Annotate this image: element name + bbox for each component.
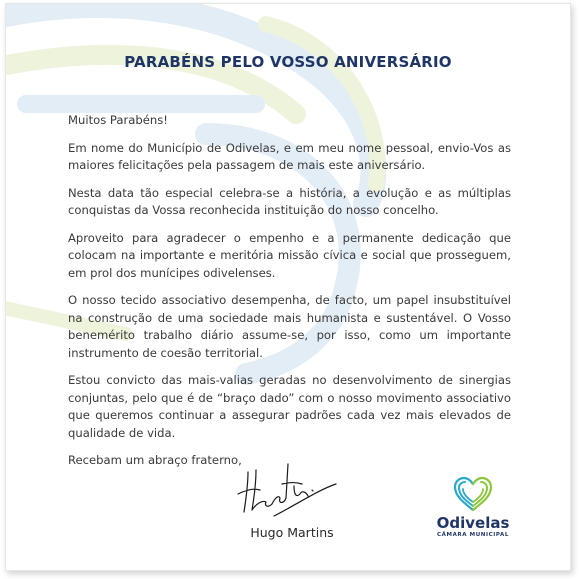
letter-title: PARABÉNS PELO VOSSO ANIVERSÁRIO — [124, 53, 452, 71]
letter-body — [68, 112, 511, 480]
closing: Recebam um abraço fraterno, — [68, 453, 242, 467]
paragraph: Estou convicto das mais-valias geradas no desenvolvimento de sinergias conjuntas, pelo que é de “braço dado” com o nosso movimento associativo que queremos continuar a assegurar padrões cada vez mais elevados de qualidade de vida. — [68, 373, 511, 440]
paragraph: O nosso tecido associativo desempenha, de facto, um papel insubstituível na construção de uma sociedade mais humanista e sustentável. O Vosso benemérito trabalho diário assume-se, por isso, como um importante instrumento de coesão territorial. — [68, 293, 511, 360]
paragraph: Nesta data tão especial celebra-se a história, a evolução e as múltiplas conquistas da Vossa reconhecida instituição do nosso concelho. — [68, 185, 511, 217]
letter-card — [5, 3, 571, 571]
logo-name: Odivelas — [436, 514, 510, 532]
odivelas-logo — [428, 476, 518, 546]
handwritten-signature — [234, 454, 344, 524]
greeting: Muitos Parabéns! — [68, 113, 168, 127]
heart-logo-icon — [453, 476, 493, 512]
logo-subtitle: CÂMARA MUNICIPAL — [437, 532, 509, 538]
signatory-name: Hugo Martins — [250, 525, 334, 540]
paragraph: Em nome do Município de Odivelas, e em meu nome pessoal, envio-Vos as maiores felicitações pela passagem de mais este aniversário. — [68, 140, 511, 172]
paragraph: Aproveito para agradecer o empenho e a permanente dedicação que colocam na importante e meritória missão cívica e social que prosseguem, em prol dos munícipes odivelenses. — [68, 230, 511, 280]
